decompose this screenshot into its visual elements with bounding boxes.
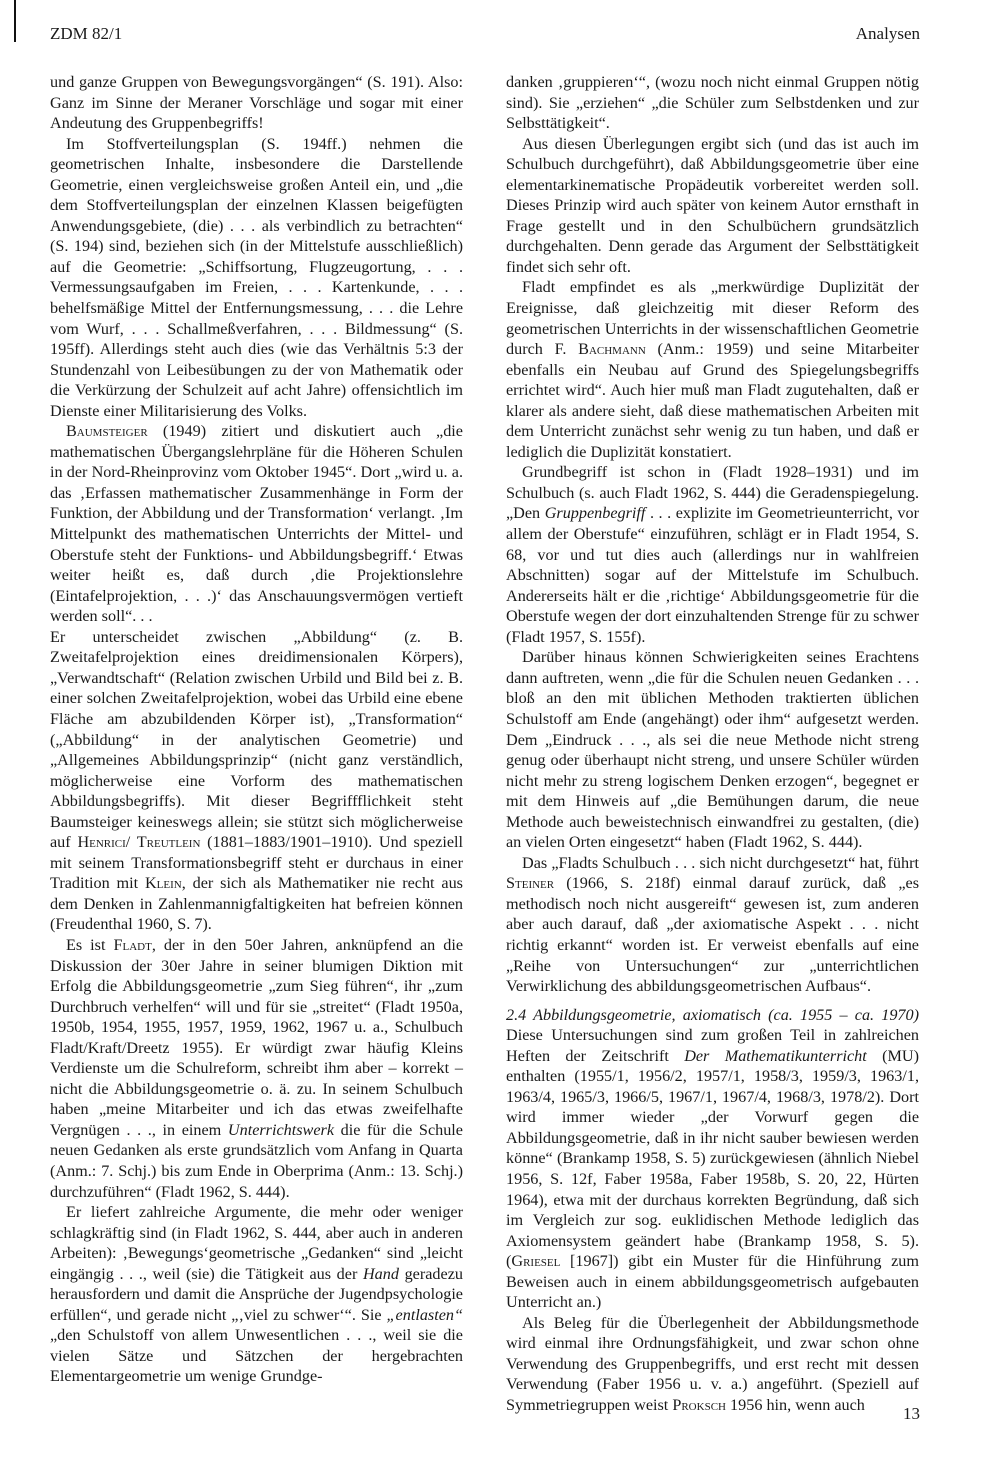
author-name: Steiner (506, 874, 555, 893)
section-heading: 2.4 Abbildungsgeometrie, axiomatisch (ca. 1955 – ca. 1970) (506, 1005, 919, 1024)
paragraph: Darüber hinaus können Schwierigkeiten seines Erachtens dann auftreten, wenn „die für die Schulen neuen Gedanken . . . bloß an den mit üblichen Methoden traktierten üblichen Schulstoff am Ende (angehängt) oder ihm“ aufgesetzt werden. Dem „Eindruck . . ., als sei die neue Methode nicht streng genug oder überhaupt nicht streng, und unsere Schüler würden nicht mehr zu streng logischem Denken erzogen“, begegnet er mit dem Hinweis auf „die Bemühungen darum, die neue Methode auch beweistechnisch einwandfrei zu gestalten, (die) an vielen Orten eingesetzt“ haben (Fladt 1962, S. 444). (506, 648, 919, 852)
emphasis: Gruppenbegriff (544, 504, 646, 523)
paragraph: Er unterscheidet zwischen „Abbildung“ (z. B. Zweitafelprojektion eines dreidimensionalen Körpers), „Verwandtschaft“ (Relation zwischen Urbild und Bild bei z. B. einer solchen Zweitafelprojektion, wobei das Urbild eine ebene Fläche am abzubildenden Körper ist), „Transformation“ („Abbildung“ in der analytischen Geometrie) und „Allgemeines Abbildungsprinzip“ (nicht ganz verständlich, möglicherweise eine Vorform des mathematischen Abbildungsbegriffs). Mit dieser Begriffflichkeit steht Baumsteiger keineswegs allein; sie stützt sich möglicherweise auf Henrici/ Treutlein (1881–1883/1901–1910). Und speziell mit seinem Transformationsbegriff steht er durchaus in einer Tradition mit Klein, der sich als Mathematiker nie recht aus dem Denken in Zahlenmannigfaltigkeiten hat befreien können (Freudenthal 1960, S. 7). (50, 627, 463, 934)
paragraph: Baumsteiger (1949) zitiert und diskutiert auch „die mathematischen Übergangslehrpläne für die Höheren Schulen in der Nord-Rheinprovinz vom Oktober 1945“. Dort „wird u. a. das ‚Erfassen mathematischer Zusammenhänge in Form der Funktion, der Abbildung und der Transformation‘ verlangt. ‚Im Mittelpunkt des mathematischen Unterrichts der Mittel- und Oberstufe steht der Funktions- und Abbildungsbegriff.‘ Etwas weiter heißt es, daß durch ‚die Projektionslehre (Eintafelprojektion, . . .)‘ das Anschauungsvermögen vertieft werden soll“. . . (50, 422, 463, 626)
running-header-section: Analysen (855, 24, 920, 43)
right-column (506, 72, 919, 1416)
scan-edge-mark (14, 0, 16, 42)
paragraph: Aus diesen Überlegungen ergibt sich (und das ist auch im Schulbuch durchgeführt), daß Abbildungsgeometrie über eine elementarkinematische Propädeutik vorbereitet werden soll. Dieses Prinzip wird auch später von keinem Autor ernsthaft in Frage gestellt und in den Schulbüchern grundsätzlich durchgehalten. Denn gerade das Argument der Selbsttätigkeit findet sich sehr oft. (506, 134, 919, 276)
paragraph: Es ist Fladt, der in den 50er Jahren, anknüpfend an die Diskussion der 30er Jahre in seiner blumigen Diktion mit Erfolg die Abbildungsgeometrie „zum Sieg führen“, ihr „zum Durchbruch verhelfen“ will und für sie „streitet“ (Fladt 1950a, 1950b, 1954, 1955, 1957, 1959, 1962, 1967 u. a., Schulbuch Fladt/Kraft/Dreetz 1955). Er würdigt zwar häufig Kleins Verdienste um die Schulreform, schreibt ihm aber – korrekt – nicht die Abbildungsgeometrie o. ä. zu. In seinem Schulbuch haben „meine Mitarbeiter und ich das etwas zweifelhafte Vergnügen . . ., in einem Unterrichtswerk die für die Schule neuen Gedanken als erste grundsätzlich vom Anfang in Quarta (Anm.: 7. Schj.) bis zum Ende in Oberprima (Anm.: 13. Schj.) durchzuführen“ (Fladt 1962, S. 444). (50, 935, 463, 1201)
author-name: Baumsteiger (66, 422, 148, 441)
author-name: Proksch (672, 1396, 726, 1414)
page-number: 13 (903, 1404, 920, 1423)
left-column (50, 72, 463, 1387)
paragraph: Er liefert zahlreiche Argumente, die mehr oder weniger schlagkräftig sind (in Fladt 1962, S. 444, aber auch in anderen Arbeiten): ‚Bewegungs‘geometrische „Gedanken“ sind „leicht eingängig . . ., weil (sie) die Tätigkeit aus der Hand geradezu herausfordern und damit die Ansprüche der Jugendpsychologie erfüllen“, und gerade nicht „‚viel zu schwer‘“. Sie „entlasten“ „den Schulstoff von allem Unwesentlichen . . ., weil sie die vielen Sätze und Sätzchen der hergebrachten Elementargeometrie um wenige Grundge- (50, 1203, 463, 1386)
paragraph: und ganze Gruppen von Bewegungsvorgängen“ (S. 191). Also: Ganz im Sinne der Meraner Vorschläge und sogar mit einer Andeutung des Gruppenbegriffs! (50, 73, 463, 133)
author-name: Henrici/ Treutlein (77, 833, 201, 852)
running-header-journal: ZDM 82/1 (50, 24, 123, 43)
paragraph: danken ‚gruppieren‘“, (wozu noch nicht einmal Gruppen nötig sind). Sie „erziehen“ „die Schüler zum Selbstdenken und zur Selbsttätigkeit“. (506, 73, 919, 133)
author-name: Griesel (511, 1252, 561, 1271)
emphasis: „entlasten“ (386, 1305, 463, 1324)
section-paragraph: 2.4 Abbildungsgeometrie, axiomatisch (ca. 1955 – ca. 1970) Diese Untersuchungen sind zum großen Teil in zahlreichen Heften der Zeitschrift Der Mathematikunterricht (MU) enthalten (1955/1, 1956/2, 1957/1, 1958/3, 1959/3, 1963/1, 1963/4, 1965/3, 1966/5, 1967/1, 1967/4, 1968/3, 1978/2). Dort wird immer wieder „der Vorwurf gegen die Abbildungsgeometrie, daß in ihr nicht sauber bewiesen werden könne“ (Brankamp 1958, S. 5) zurückgewiesen (ähnlich Niebel 1956, S. 12f, Faber 1958a, Faber 1958b, S. 20, 22, Hürten 1964), etwa mit der durchaus korrekten Begründung, daß sich im Vergleich zur sog. euklidischen Methode lediglich das Axiomensystem geändert habe (Brankamp 1958, S. 5). (Griesel [1967]) gibt ein Muster für die Hinführung zum Beweisen auch in einem abbildungsgeometrisch aufgebauten Unterricht an.) (506, 1005, 919, 1312)
author-name: Bachmann (578, 340, 646, 359)
author-name: Klein (144, 874, 182, 893)
paragraph: Grundbegriff ist schon in (Fladt 1928–1931) und im Schulbuch (s. auch Fladt 1962, S. 444) die Geradenspiegelung. „Den Gruppenbegriff . . . explizite im Geometrieunterricht, vor allem der Oberstufe“ einzuführen, schlägt er in Fladt 1954, S. 68, vor und tut dies auch (allerdings nur in wahlfreien Abschnitten) sogar auf der Mittelstufe im Schulbuch. Andererseits hält er die ‚richtige‘ Abbildungsgeometrie für die Oberstufe wegen der dort einzuhaltenden Strenge für zu schwer (Fladt 1957, S. 155f). (506, 463, 920, 646)
paragraph: Als Beleg für die Überlegenheit der Abbildungsmethode wird einmal ihre Ordnungsfähigkeit, und zwar schon ohne Verwendung des Gruppenbegriffs, und erst recht mit dessen Verwendung (Faber 1956 u. v. a.) angeführt. (Speziell auf Symmetriegruppen weist Proksch 1956 hin, wenn auch (506, 1313, 919, 1414)
paragraph: Das „Fladts Schulbuch . . . sich nicht durchgesetzt“ hat, führt Steiner (1966, S. 218f) einmal darauf zurück, daß „es methodisch noch nicht ausgereift“ gewesen ist, zum anderen aber auch darauf, daß „der axiomatische Aspekt . . . nicht richtig erkannt“ worden ist. Er verweist ebenfalls auf eine „Reihe von Untersuchungen“ zur „unterrichtlichen Verwirklichung des abbildungsgeometrischen Aufbaus“. (506, 853, 919, 996)
author-name: Fladt (113, 935, 152, 954)
emphasis: Hand (362, 1264, 399, 1283)
emphasis: Unterrichtswerk (227, 1120, 335, 1139)
paragraph: Fladt empfindet es als „merkwürdige Duplizität der Ereignisse, daß gleichzeitig mit dieser Reform des geometrischen Unterrichts in der wissenschaftlichen Geometrie durch F. Bachmann (Anm.: 1959) und seine Mitarbeiter ebenfalls ein Neubau auf Grund des Spiegelungsbegriffs errichtet wird“. Auch hier muß man Fladt zugutehalten, daß er klarer als andere sieht, daß diese mathematischen Arbeiten mit dem Unterricht zunächst sehr wenig zu tun haben, und daß er lediglich die Duplizität konstatiert. (506, 278, 920, 461)
paragraph: Im Stoffverteilungsplan (S. 194ff.) nehmen die geometrischen Inhalte, insbesondere die Darstellende Geometrie, einen vergleichsweise großen Anteil ein, und „die dem Stoffverteilungsplan der einzelnen Klassen beigefügten Anwendungsgebiete, (die) . . . als verbindlich zu betrachten“ (S. 194) sind, beziehen sich (in der Mittelstufe ausschließlich) auf die Geometrie: „Schiffsortung, Flugzeugortung, . . . Vermessungsaufgaben im Freien, . . . Kartenkunde, . . . behelfsmäßige Mittel der Entfernungsmessung, . . . die Lehre vom Wurf, . . . Schallmeßverfahren, . . . Bildmessung“ (S. 195ff). Allerdings steht auch dies (wie das Verhältnis 5:3 der Stundenzahl von Leibesübungen zu der von Mathematik oder die Verkürzung der Schulzeit auf acht Jahre) offensichtlich im Dienste einer Militarisierung des Volks. (50, 134, 463, 420)
journal-title: Der Mathematikunterricht (684, 1046, 867, 1065)
